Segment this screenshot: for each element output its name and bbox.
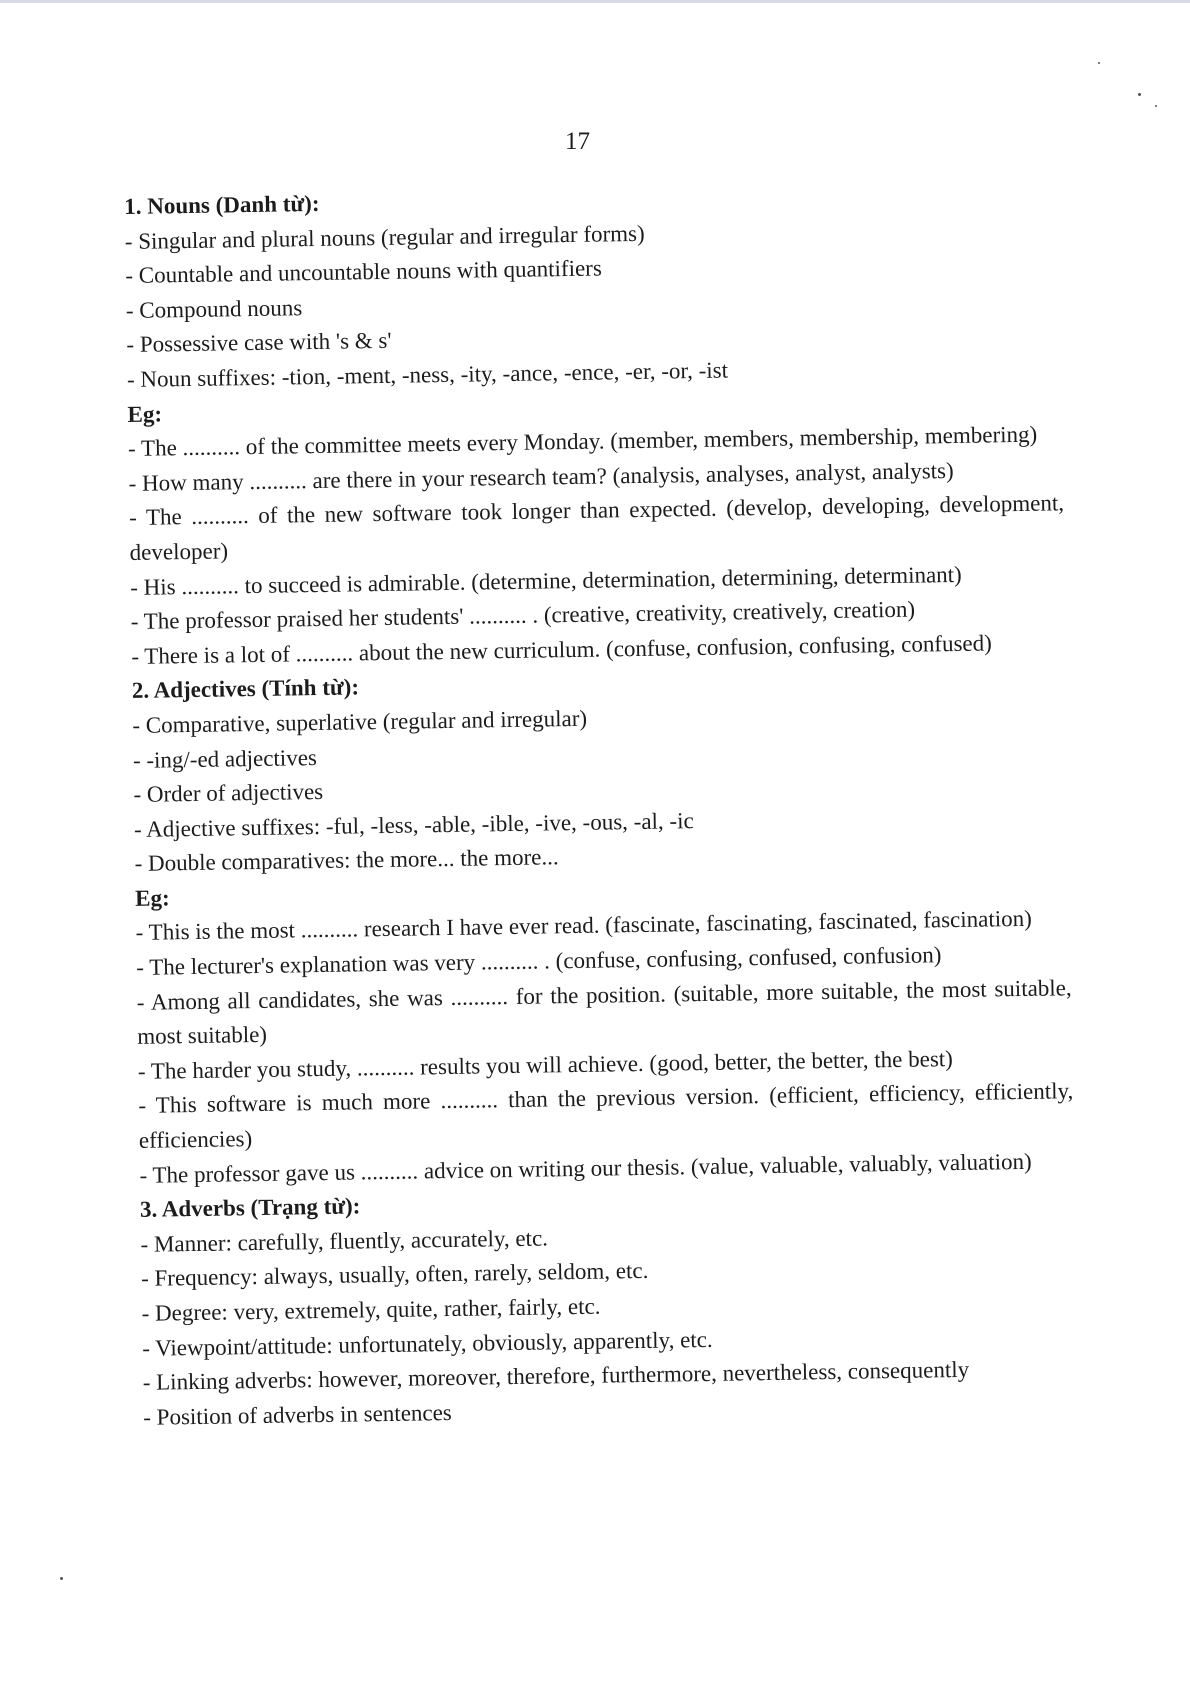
example-item: - His .......... to succeed is admirable. (determine, determination, determining, determinant) [130,561,962,600]
example-label: Eg: [127,400,163,427]
topic-item: - Countable and uncountable nouns with quantifiers [125,255,602,289]
topic-item: - Comparative, superlative (regular and irregular) [132,705,588,738]
example-item: - The professor praised her students' .......... . (creative, creativity, creatively, creation) [130,596,916,635]
topic-item: - Double comparatives: the more... the more... [134,844,559,877]
topic-item: - Order of adjectives [133,779,324,808]
section-heading-adverbs: 3. Adverbs (Trạng từ): [139,1193,361,1223]
example-item: - Among all candidates, she was .......... for the position. (suitable, more suitable, the most suitable, most suitable) [136,974,1072,1050]
document-body [124,175,1078,1435]
topic-item: - Singular and plural nouns (regular and irregular forms) [124,220,645,254]
example-item: - The .......... of the committee meets every Monday. (member, members, membership, membering) [127,421,1038,462]
topic-item: - Frequency: always, usually, often, rarely, seldom, etc. [140,1258,649,1292]
scan-edge [0,0,1190,3]
topic-item: - Possessive case with 's & s' [126,328,392,358]
scan-speck [1155,105,1157,107]
topic-item: - Viewpoint/attitude: unfortunately, obviously, apparently, etc. [141,1326,713,1361]
page-number: 17 [565,128,590,155]
example-label: Eg: [134,885,170,911]
topic-item: - Noun suffixes: -tion, -ment, -ness, -ity, -ance, -ence, -er, -or, -ist [126,357,729,392]
topic-item: - Position of adverbs in sentences [143,1399,452,1430]
section-heading-adjectives: 2. Adjectives (Tính từ): [131,674,360,704]
topic-item: - Compound nouns [125,294,303,323]
example-item: - The harder you study, .......... results you will achieve. (good, better, the better, the best) [137,1045,954,1084]
example-item: - How many .......... are there in your research team? (analysis, analyses, analyst, analysts) [128,457,954,496]
scan-speck [1138,93,1141,96]
topic-item: - Manner: carefully, fluently, accurately, etc. [140,1225,549,1257]
example-item: - The .......... of the new software took longer than expected. (develop, developing, development, developer) [128,490,1065,565]
scan-speck [60,1577,63,1580]
example-item: - The lecturer's explanation was very .......... . (confuse, confusing, confused, confusion) [136,942,942,980]
topic-item: - Adjective suffixes: -ful, -less, -able, -ible, -ive, -ous, -al, -ic [133,807,694,842]
scan-speck [1098,62,1100,64]
section-heading-nouns: 1. Nouns (Danh từ): [124,190,320,219]
example-item: - There is a lot of .......... about the new curriculum. (confuse, confusion, confusing, confused) [131,630,992,669]
example-item: - The professor gave us .......... advice on writing our thesis. (value, valuable, valuably, valuation) [139,1148,1032,1188]
topic-item: - Degree: very, extremely, quite, rather, fairly, etc. [141,1293,601,1326]
example-item: - This is the most .......... research I have ever read. (fascinate, fascinating, fascinated, fascination) [135,906,1032,946]
topic-item: - -ing/-ed adjectives [132,744,318,773]
topic-item: - Linking adverbs: however, moreover, therefore, furthermore, nevertheless, consequently [142,1357,970,1396]
example-item: - This software is much more .......... than the previous version. (efficient, efficiency, efficiently, efficiencies) [138,1078,1074,1153]
